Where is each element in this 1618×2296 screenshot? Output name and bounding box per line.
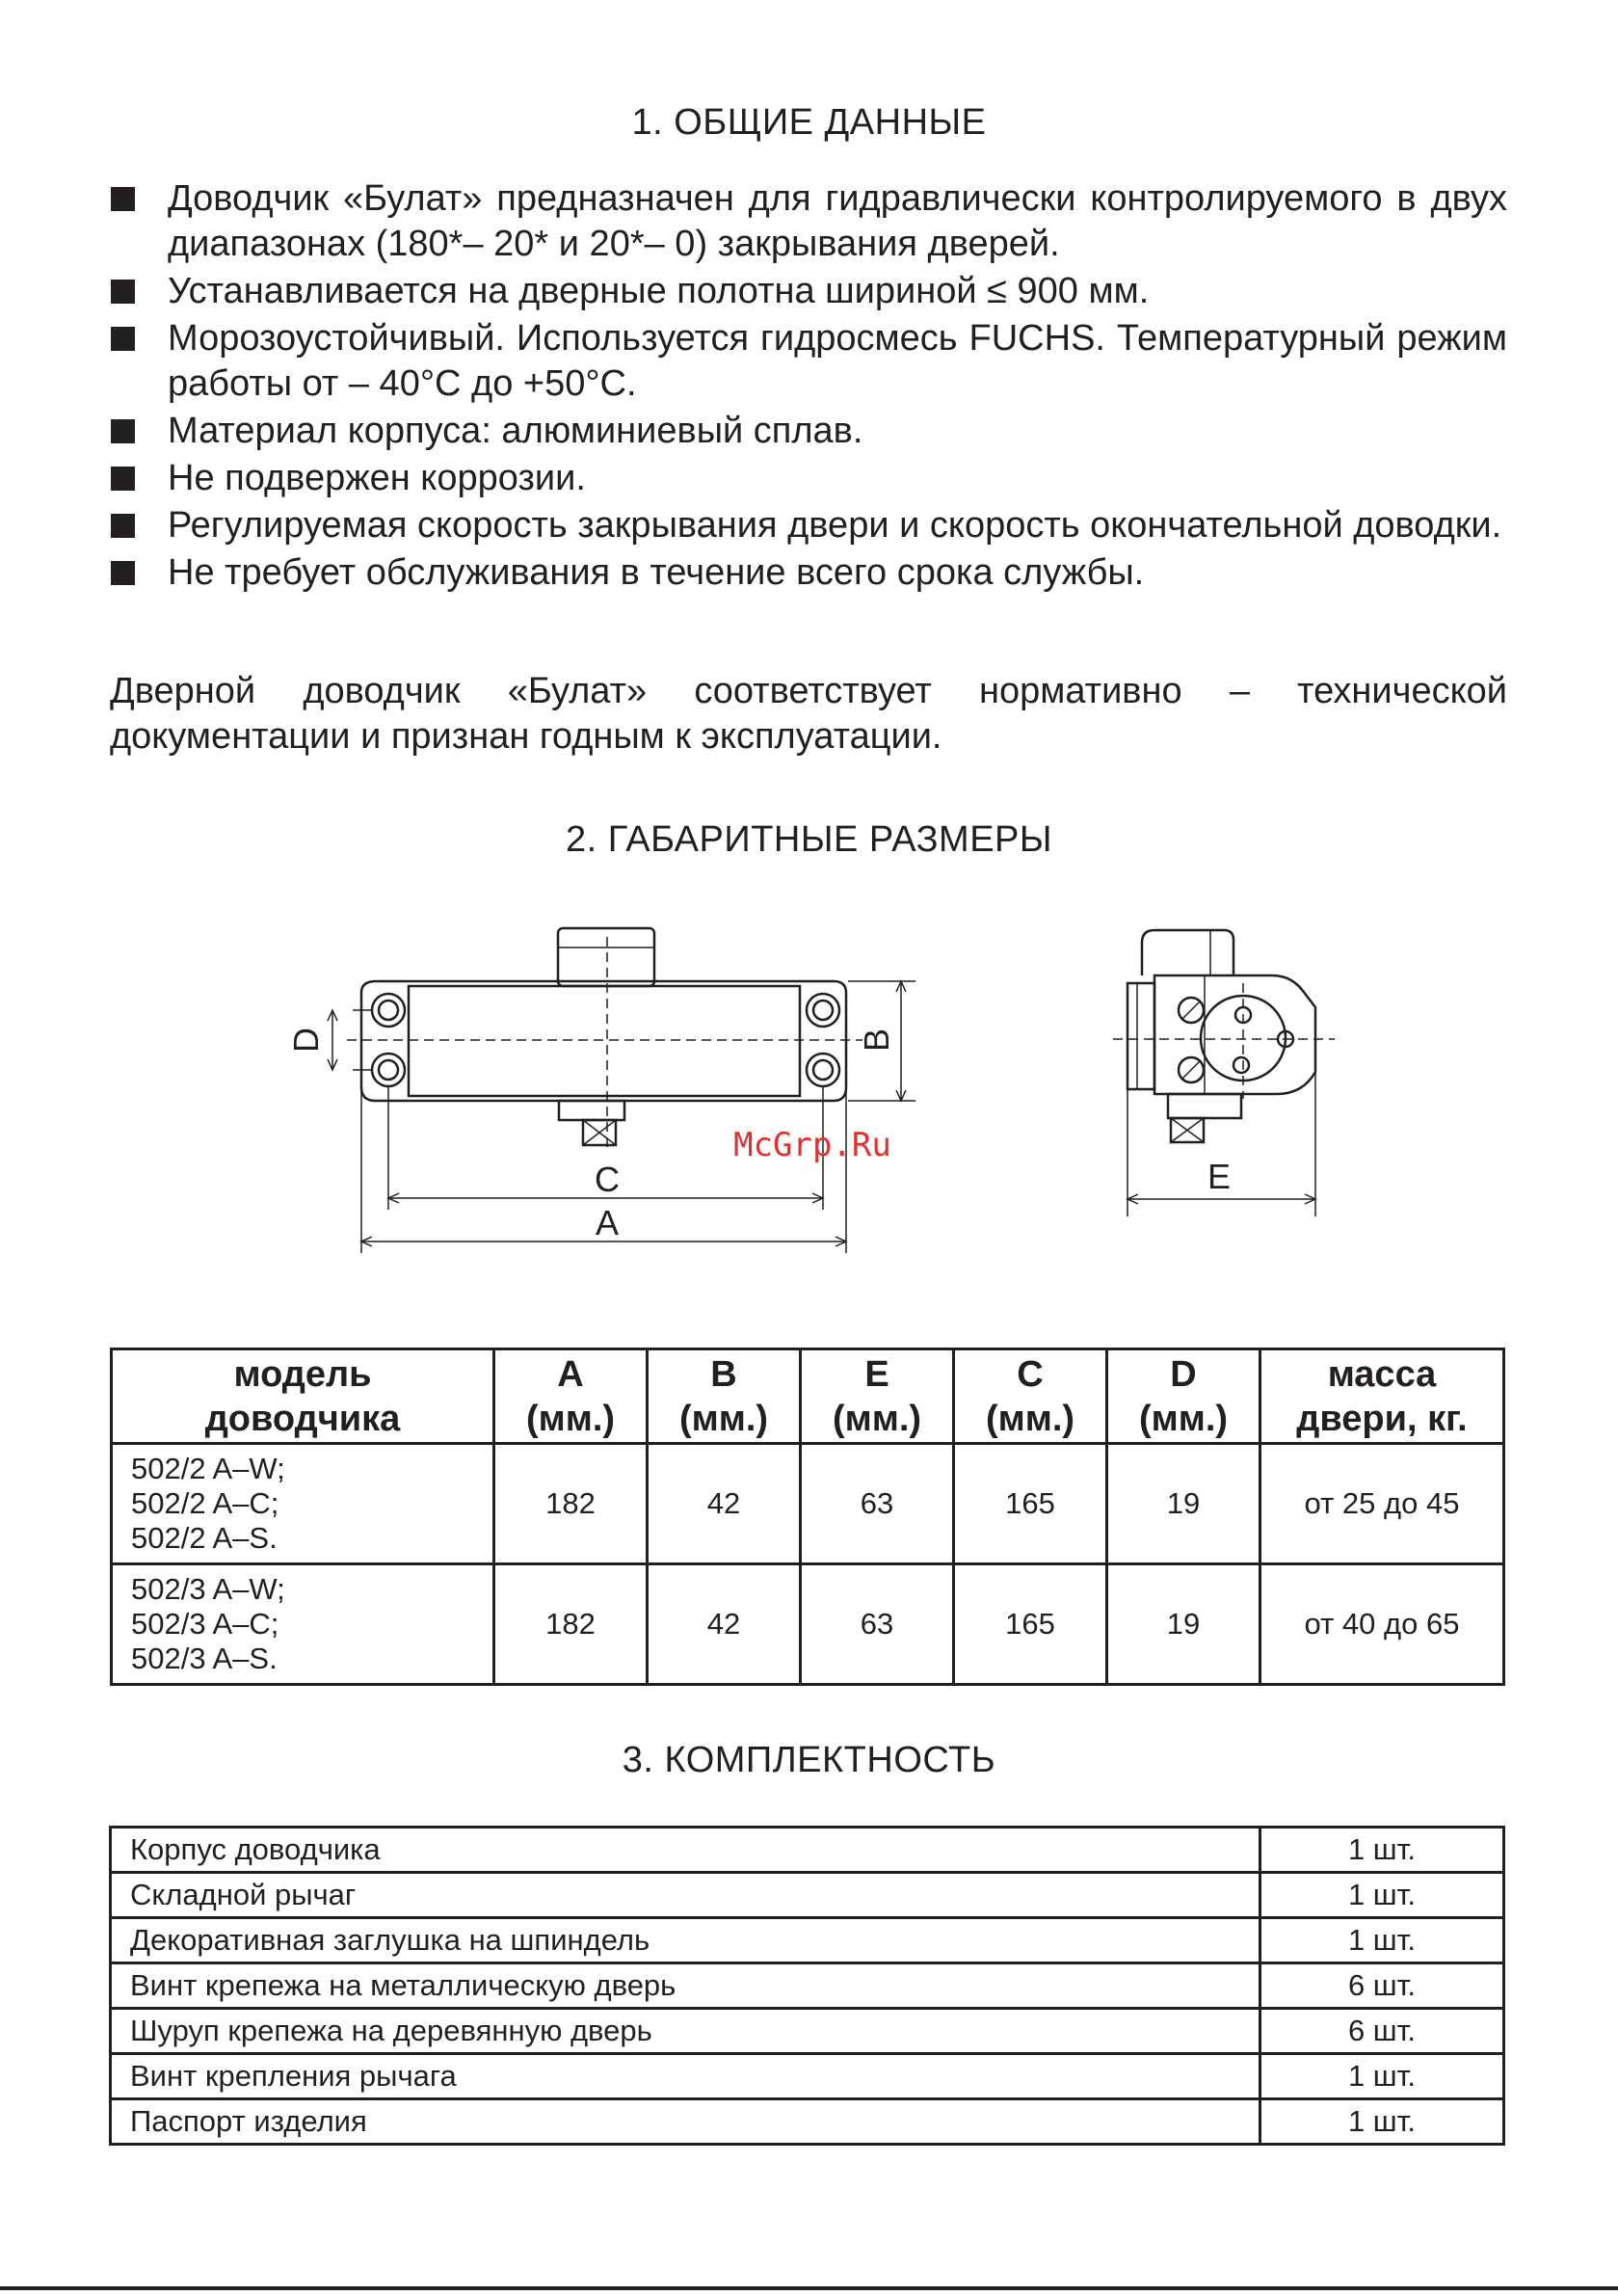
bottom-divider bbox=[0, 2286, 1618, 2290]
cell-e: 63 bbox=[801, 1564, 954, 1685]
cell-d: 19 bbox=[1107, 1444, 1260, 1564]
item-qty: 6 шт. bbox=[1260, 2009, 1504, 2054]
table-row bbox=[112, 1564, 1504, 1685]
label-e: E bbox=[1207, 1157, 1232, 1196]
table-row bbox=[111, 2099, 1504, 2145]
list-item: Устанавливается на дверные полотна шириной ≤ 900 мм. bbox=[108, 269, 1507, 314]
item-qty: 1 шт. bbox=[1260, 1918, 1504, 1963]
bullet-square-icon bbox=[111, 514, 135, 538]
features-list bbox=[108, 176, 1507, 598]
table-row bbox=[111, 2054, 1504, 2099]
item-name: Винт крепления рычага bbox=[111, 2054, 1260, 2099]
item-qty: 1 шт. bbox=[1260, 1873, 1504, 1918]
section-1-title: 1. ОБЩИЕ ДАННЫЕ bbox=[631, 102, 987, 143]
bullet-square-icon bbox=[111, 561, 135, 585]
list-item: Не подвержен коррозии. bbox=[108, 456, 1507, 501]
cell-c: 165 bbox=[954, 1444, 1107, 1564]
cell-d: 19 bbox=[1107, 1564, 1260, 1685]
dimensions-diagram bbox=[0, 906, 1618, 1272]
table-row bbox=[111, 1918, 1504, 1963]
list-item: Морозоустойчивый. Используется гидросмесь FUCHS. Температурный режим работы от – 40°С до +50°С. bbox=[108, 316, 1507, 407]
list-item: Материал корпуса: алюминиевый сплав. bbox=[108, 409, 1507, 454]
cell-e: 63 bbox=[801, 1444, 954, 1564]
item-name: Корпус доводчика bbox=[111, 1828, 1260, 1873]
cell-b: 42 bbox=[648, 1564, 801, 1685]
table-row bbox=[111, 1873, 1504, 1918]
cell-mass: от 40 до 65 bbox=[1260, 1564, 1504, 1685]
label-a: A bbox=[595, 1203, 620, 1242]
cell-mass: от 25 до 45 bbox=[1260, 1444, 1504, 1564]
front-view bbox=[328, 928, 915, 1253]
item-name: Декоративная заглушка на шпиндель bbox=[111, 1918, 1260, 1963]
table-row bbox=[111, 1963, 1504, 2009]
item-name: Винт крепежа на металлическую дверь bbox=[111, 1963, 1260, 2009]
header-mass: масса двери, кг. bbox=[1260, 1349, 1504, 1444]
item-name: Складной рычаг bbox=[111, 1873, 1260, 1918]
cell-a: 182 bbox=[494, 1564, 648, 1685]
table-header-row bbox=[112, 1349, 1504, 1444]
cell-models: 502/2 A–W; 502/2 A–C; 502/2 A–S. bbox=[112, 1444, 494, 1564]
conformity-paragraph: Дверной доводчик «Булат» соответствует нормативно – технической документации и признан годным к эксплуатации. bbox=[110, 671, 1507, 757]
bullet-square-icon bbox=[111, 419, 135, 443]
table-row bbox=[111, 1828, 1504, 1873]
item-name: Паспорт изделия bbox=[111, 2099, 1260, 2145]
table-row bbox=[112, 1444, 1504, 1564]
header-model: модель доводчика bbox=[112, 1349, 494, 1444]
list-item: Регулируемая скорость закрывания двери и скорость окончательной доводки. bbox=[108, 503, 1507, 548]
cell-a: 182 bbox=[494, 1444, 648, 1564]
cell-b: 42 bbox=[648, 1444, 801, 1564]
header-c: C (мм.) bbox=[954, 1349, 1107, 1444]
label-c: C bbox=[595, 1160, 620, 1199]
item-qty: 6 шт. bbox=[1260, 1963, 1504, 2009]
list-item: Не требует обслуживания в течение всего срока службы. bbox=[108, 550, 1507, 596]
bullet-square-icon bbox=[111, 280, 135, 304]
section-2-title: 2. ГАБАРИТНЫЕ РАЗМЕРЫ bbox=[565, 819, 1053, 860]
item-name: Шуруп крепежа на деревянную дверь bbox=[111, 2009, 1260, 2054]
bullet-square-icon bbox=[111, 327, 135, 351]
specifications-table bbox=[110, 1348, 1505, 1686]
list-item: Доводчик «Булат» предназначен для гидравлически контролируемого в двух диапазонах (180*– 20* и 20*– 0) закрывания дверей. bbox=[108, 176, 1507, 267]
item-qty: 1 шт. bbox=[1260, 2099, 1504, 2145]
section-3-title: 3. КОМПЛЕКТНОСТЬ bbox=[622, 1740, 996, 1780]
header-d: D (мм.) bbox=[1107, 1349, 1260, 1444]
bullet-square-icon bbox=[111, 187, 135, 211]
item-qty: 1 шт. bbox=[1260, 1828, 1504, 1873]
table-row bbox=[111, 2009, 1504, 2054]
label-d: D bbox=[286, 1028, 326, 1053]
label-b: B bbox=[857, 1028, 896, 1053]
header-a: A (мм.) bbox=[494, 1349, 648, 1444]
item-qty: 1 шт. bbox=[1260, 2054, 1504, 2099]
cell-models: 502/3 A–W; 502/3 A–C; 502/3 A–S. bbox=[112, 1564, 494, 1685]
package-contents-table bbox=[109, 1826, 1505, 2146]
watermark: McGrp.Ru bbox=[733, 1126, 891, 1164]
header-b: B (мм.) bbox=[648, 1349, 801, 1444]
header-e: E (мм.) bbox=[801, 1349, 954, 1444]
cell-c: 165 bbox=[954, 1564, 1107, 1685]
bullet-square-icon bbox=[111, 467, 135, 491]
